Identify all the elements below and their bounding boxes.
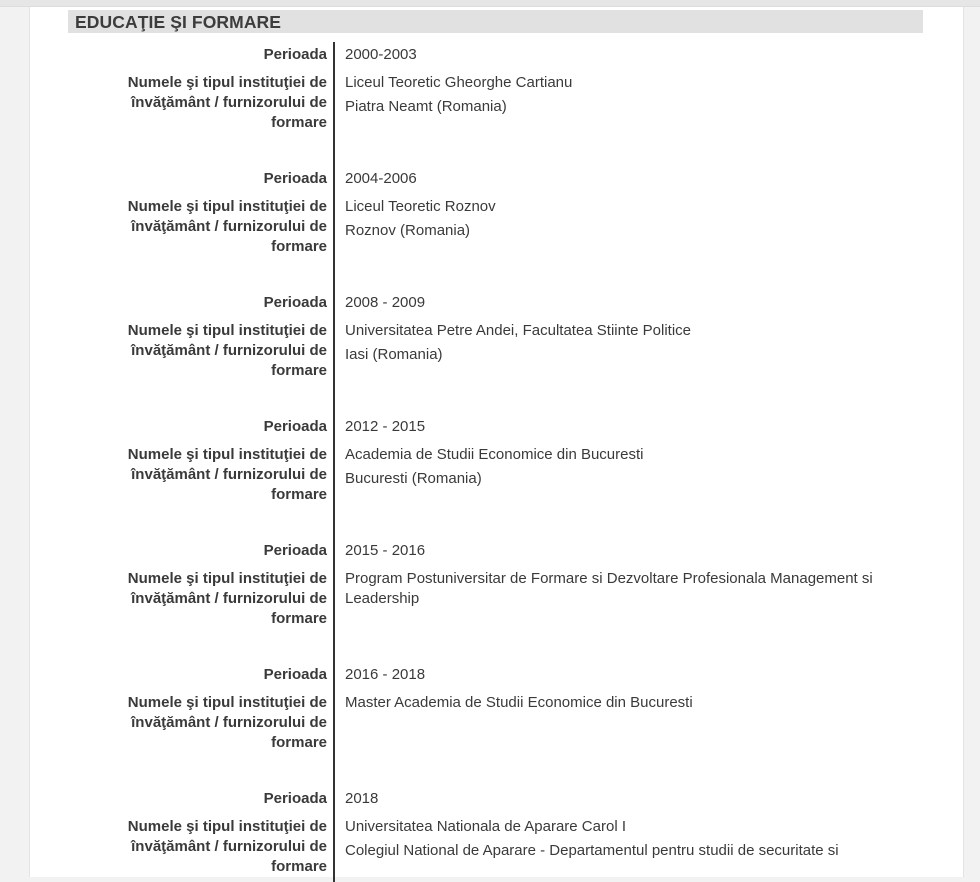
- period-value: 2015 - 2016: [345, 542, 426, 559]
- institution-name: Academia de Studii Economice din Bucuresti: [345, 446, 644, 463]
- period-label: Perioada: [263, 294, 327, 311]
- section-title: EDUCAŢIE ŞI FORMARE: [75, 12, 282, 32]
- cv-page: [29, 7, 964, 877]
- institution-location: Piatra Neamt (Romania): [345, 98, 507, 115]
- institution-name: Universitatea Petre Andei, Facultatea Stiinte Politice: [345, 322, 692, 339]
- period-value: 2016 - 2018: [345, 666, 426, 683]
- period-value: 2004-2006: [345, 170, 417, 187]
- institution-location: Iasi (Romania): [345, 346, 443, 363]
- period-label: Perioada: [263, 170, 327, 187]
- column-divider: [333, 42, 335, 882]
- institution-label: Numele şi tipul instituţiei de învăţământ / furnizorului de formare: [127, 570, 327, 627]
- institution-location: Colegiul National de Aparare - Departamentul pentru studii de securitate si: [345, 842, 839, 859]
- institution-label: Numele şi tipul instituţiei de învăţământ / furnizorului de formare: [127, 198, 327, 255]
- institution-name: Liceul Teoretic Roznov: [345, 198, 496, 215]
- institution-location: Roznov (Romania): [345, 222, 471, 239]
- institution-label: Numele şi tipul instituţiei de învăţământ / furnizorului de formare: [127, 818, 327, 875]
- period-value: 2008 - 2009: [345, 294, 426, 311]
- institution-label: Numele şi tipul instituţiei de învăţământ / furnizorului de formare: [127, 694, 327, 751]
- period-label: Perioada: [263, 418, 327, 435]
- institution-label: Numele şi tipul instituţiei de învăţământ / furnizorului de formare: [127, 446, 327, 503]
- institution-name: Master Academia de Studii Economice din Bucuresti: [345, 694, 693, 711]
- institution-name: Universitatea Nationala de Aparare Carol I: [345, 818, 626, 835]
- institution-location: Bucuresti (Romania): [345, 470, 482, 487]
- institution-label: Numele şi tipul instituţiei de învăţământ / furnizorului de formare: [127, 74, 327, 131]
- institution-name: Program Postuniversitar de Formare si Dezvoltare Profesionala Management si Leadership: [345, 570, 873, 607]
- period-value: 2012 - 2015: [345, 418, 426, 435]
- institution-label: Numele şi tipul instituţiei de învăţământ / furnizorului de formare: [127, 322, 327, 379]
- top-strip: [0, 0, 980, 7]
- institution-name: Liceul Teoretic Gheorghe Cartianu: [345, 74, 573, 91]
- period-value: 2018: [345, 790, 379, 807]
- section-header: [68, 10, 923, 33]
- period-label: Perioada: [263, 542, 327, 559]
- period-label: Perioada: [263, 666, 327, 683]
- period-value: 2000-2003: [345, 46, 417, 63]
- period-label: Perioada: [263, 46, 327, 63]
- period-label: Perioada: [263, 790, 327, 807]
